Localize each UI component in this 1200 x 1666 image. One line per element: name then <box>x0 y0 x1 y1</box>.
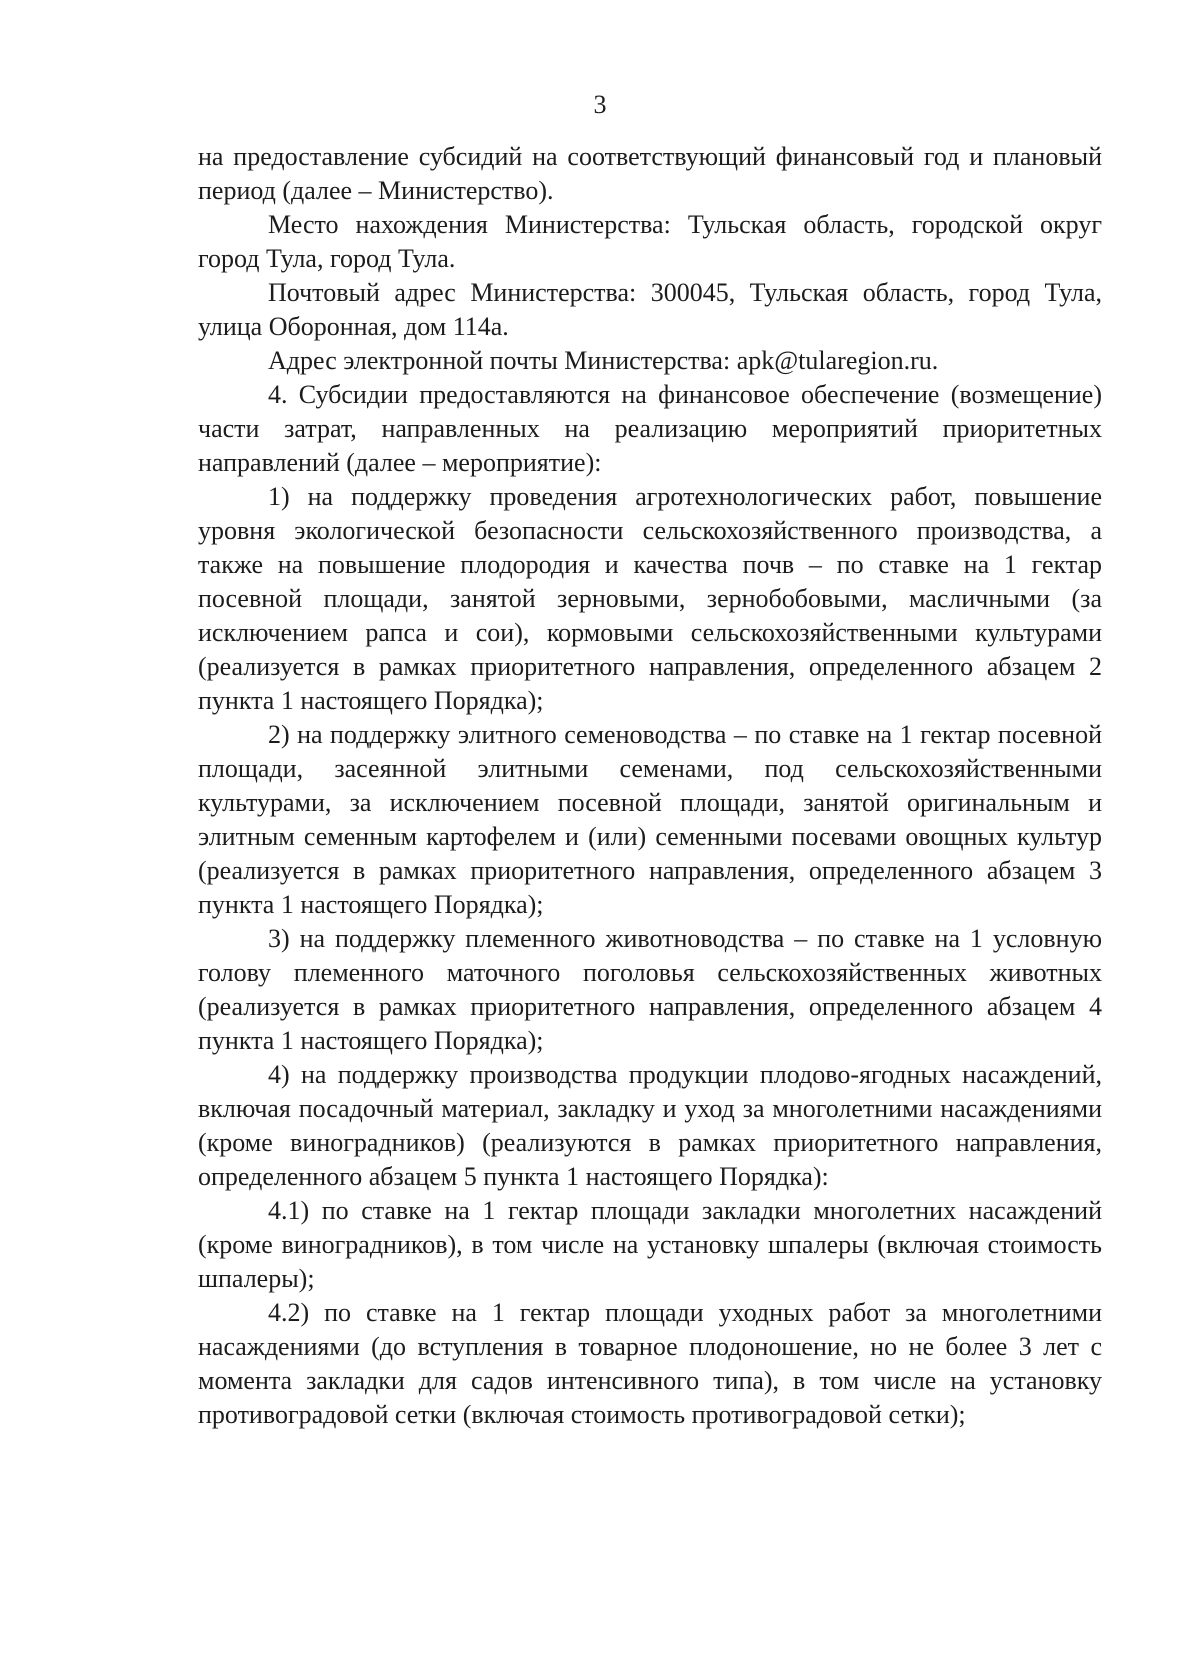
paragraph: Адрес электронной почты Министерства: apk@tularegion.ru. <box>268 346 939 375</box>
paragraph: 4.2) по ставке на 1 гектар площади уходных работ за многолетними насаждениями (до вступления в товарное плодоношение, но не более 3 лет с момента закладки для садов интенсивного типа), в том числе на установку противоградовой сетки (включая стоимость противоградовой сетки); <box>198 1298 1102 1429</box>
paragraph: 3) на поддержку племенного животноводства – по ставке на 1 условную голову племенного маточного поголовья сельскохозяйственных животных (реализуется в рамках приоритетного направления, определенного абзацем 4 пункта 1 настоящего Порядка); <box>198 924 1102 1055</box>
document-body <box>198 140 1102 1432</box>
paragraph: 1) на поддержку проведения агротехнологических работ, повышение уровня экологической безопасности сельскохозяйственного производства, а также на повышение плодородия и качества почв – по ставке на 1 гектар посевной площади, занятой зерновыми, зернобобовыми, масличными (за исключением рапса и сои), кормовыми сельскохозяйственными культурами (реализуется в рамках приоритетного направления, определенного абзацем 2 пункта 1 настоящего Порядка); <box>198 482 1102 715</box>
paragraph: 4.1) по ставке на 1 гектар площади закладки многолетних насаждений (кроме виноградников), в том числе на установку шпалеры (включая стоимость шпалеры); <box>198 1196 1102 1293</box>
paragraph: Место нахождения Министерства: Тульская область, городской округ город Тула, город Тула. <box>198 210 1102 273</box>
paragraph: 2) на поддержку элитного семеноводства – по ставке на 1 гектар посевной площади, засеянной элитными семенами, под сельскохозяйственными культурами, за исключением посевной площади, занятой оригинальным и элитным семенным картофелем и (или) семенными посевами овощных культур (реализуется в рамках приоритетного направления, определенного абзацем 3 пункта 1 настоящего Порядка); <box>198 720 1102 919</box>
paragraph: на предоставление субсидий на соответствующий финансовый год и плановый период (далее – Министерство). <box>198 142 1102 205</box>
paragraph: Почтовый адрес Министерства: 300045, Тульская область, город Тула, улица Оборонная, дом 114а. <box>198 278 1102 341</box>
page-number: 3 <box>593 90 607 119</box>
paragraph: 4) на поддержку производства продукции плодово-ягодных насаждений, включая посадочный материал, закладку и уход за многолетними насаждениями (кроме виноградников) (реализуются в рамках приоритетного направления, определенного абзацем 5 пункта 1 настоящего Порядка): <box>198 1060 1102 1191</box>
paragraph: 4. Субсидии предоставляются на финансовое обеспечение (возмещение) части затрат, направленных на реализацию мероприятий приоритетных направлений (далее – мероприятие): <box>198 380 1102 477</box>
